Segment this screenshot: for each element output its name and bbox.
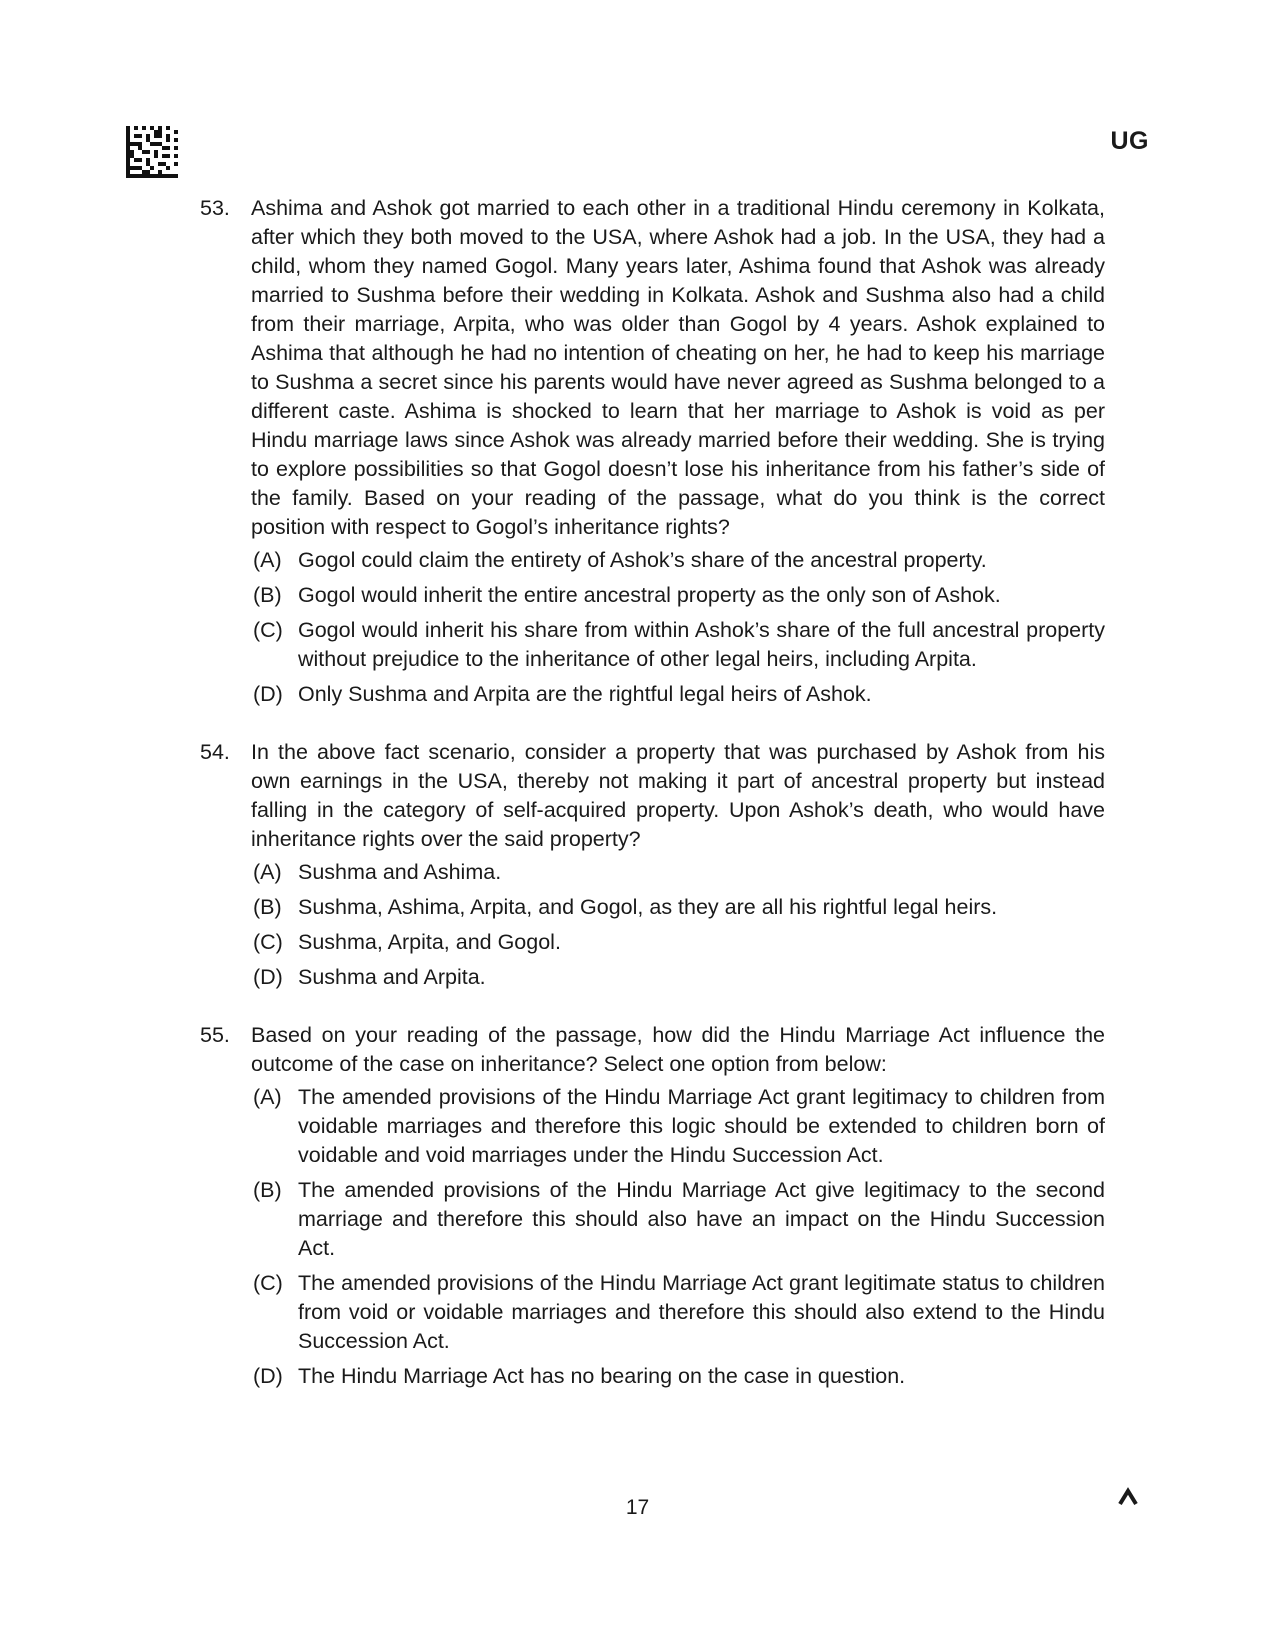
option-letter: (D) (253, 965, 283, 989)
option-text: Sushma, Ashima, Arpita, and Gogol, as they are all his rightful legal heirs. (298, 895, 998, 919)
option-letter: (A) (253, 548, 282, 572)
option-a (251, 858, 1105, 887)
caret-up-icon (1117, 1486, 1139, 1508)
option-list (251, 858, 1105, 992)
option-letter: (A) (253, 1085, 282, 1109)
option-b (251, 581, 1105, 610)
question-53 (200, 194, 1105, 709)
option-letter: (D) (253, 682, 283, 706)
option-c (251, 1269, 1105, 1356)
question-number: 54. (200, 740, 230, 764)
option-d (251, 1362, 1105, 1391)
option-list (251, 1083, 1105, 1391)
question-55 (200, 1021, 1105, 1391)
option-text: Sushma and Ashima. (298, 860, 502, 884)
option-list (251, 546, 1105, 709)
option-text: Sushma, Arpita, and Gogol. (298, 930, 561, 954)
option-text: Sushma and Arpita. (298, 965, 486, 989)
option-letter: (A) (253, 860, 282, 884)
question-list (200, 194, 1105, 1420)
option-letter: (B) (253, 895, 282, 919)
option-text: Only Sushma and Arpita are the rightful legal heirs of Ashok. (298, 682, 872, 706)
question-stem: Ashima and Ashok got married to each other in a traditional Hindu ceremony in Kolkata, after which they both moved to the USA, where Ashok had a job. In the USA, they had a child, whom they named Gogol. Many years later, Ashima found that Ashok was already married to Sushma before their wedding in Kolkata. Ashok and Sushma also had a child from their marriage, Arpita, who was older than Gogol by 4 years. Ashok explained to Ashima that although he had no intention of cheating on her, he had to keep his marriage to Sushma a secret since his parents would have never agreed as Sushma belonged to a different caste. Ashima is shocked to learn that her marriage to Ashok is void as per Hindu marriage laws since Ashok was already married before their wedding. She is trying to explore possibilities so that Gogol doesn’t lose his inheritance from his father’s side of the family. Based on your reading of the passage, what do you think is the correct position with respect to Gogol’s inheritance rights? (251, 196, 1105, 539)
option-c (251, 928, 1105, 957)
option-text: Gogol would inherit his share from within Ashok’s share of the full ancestral property without prejudice to the inheritance of other legal heirs, including Arpita. (298, 618, 1105, 671)
option-letter: (C) (253, 930, 283, 954)
option-text: The amended provisions of the Hindu Marriage Act grant legitimate status to children from void or voidable marriages and therefore this should also extend to the Hindu Succession Act. (298, 1271, 1105, 1353)
option-text: Gogol could claim the entirety of Ashok’s share of the ancestral property. (298, 548, 987, 572)
option-letter: (B) (253, 583, 282, 607)
option-letter: (B) (253, 1178, 282, 1202)
series-code: UG (1110, 127, 1149, 155)
question-number: 55. (200, 1023, 230, 1047)
option-c (251, 616, 1105, 674)
question-54 (200, 738, 1105, 992)
page-number: 17 (625, 1496, 650, 1519)
option-letter: (C) (253, 1271, 283, 1295)
option-text: The amended provisions of the Hindu Marriage Act grant legitimacy to children from voidable marriages and therefore this logic should be extended to children born of voidable and void marriages under the Hindu Succession Act. (298, 1085, 1105, 1167)
option-text: The amended provisions of the Hindu Marriage Act give legitimacy to the second marriage and therefore this should also have an impact on the Hindu Succession Act. (298, 1178, 1105, 1260)
option-a (251, 1083, 1105, 1170)
question-number: 53. (200, 196, 230, 220)
datamatrix-barcode-icon (126, 126, 178, 178)
option-d (251, 680, 1105, 709)
option-d (251, 963, 1105, 992)
option-b (251, 1176, 1105, 1263)
option-text: Gogol would inherit the entire ancestral property as the only son of Ashok. (298, 583, 1001, 607)
option-b (251, 893, 1105, 922)
option-letter: (D) (253, 1364, 283, 1388)
option-letter: (C) (253, 618, 283, 642)
option-text: The Hindu Marriage Act has no bearing on the case in question. (298, 1364, 906, 1388)
question-stem: Based on your reading of the passage, how did the Hindu Marriage Act influence the outcome of the case on inheritance? Select one option from below: (251, 1023, 1105, 1076)
option-a (251, 546, 1105, 575)
question-stem: In the above fact scenario, consider a property that was purchased by Ashok from his own earnings in the USA, thereby not making it part of ancestral property but instead falling in the category of self-acquired property. Upon Ashok’s death, who would have inheritance rights over the said property? (251, 740, 1105, 851)
